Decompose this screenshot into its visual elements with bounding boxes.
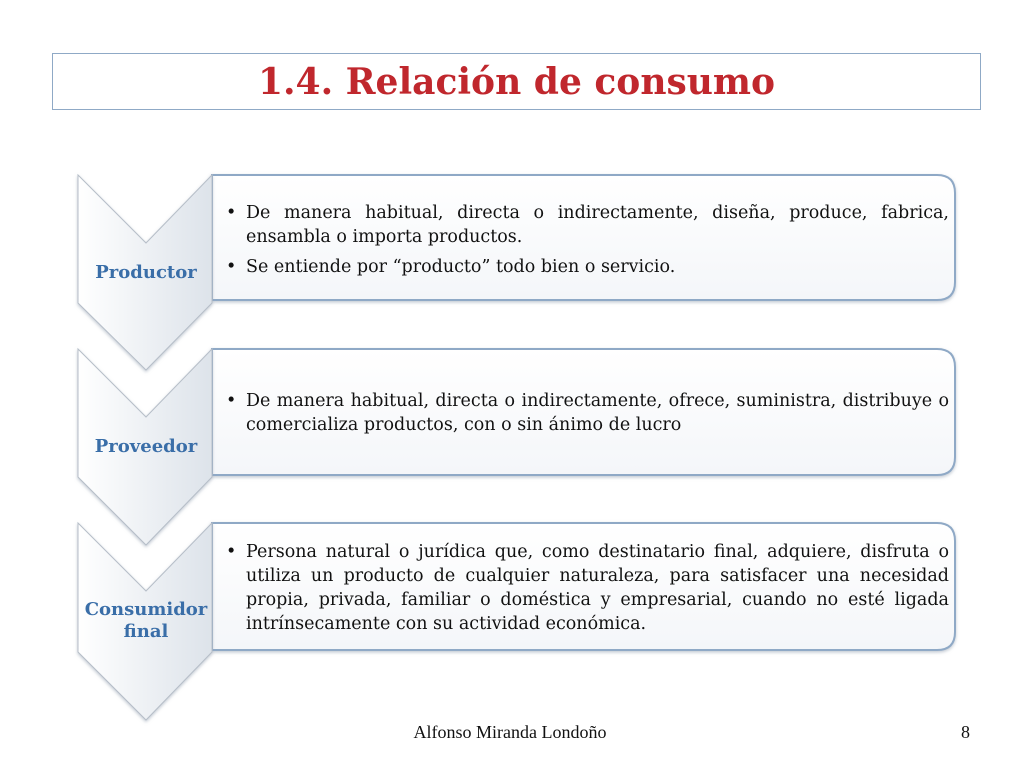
- slide-title: 1.4. Relación de consumo: [257, 60, 776, 103]
- page-number: 8: [961, 722, 970, 742]
- step-proveedor-label: Proveedor: [94, 436, 198, 457]
- bullet-item: • De manera habitual, directa o indirectamente, ofrece, suministra, distribuye o comercializa productos, con o sin ánimo de lucro: [222, 389, 949, 437]
- step-consumidor-final-label: Consumidor final: [84, 599, 208, 642]
- step-productor-description: [222, 201, 949, 285]
- step-productor-label: Productor: [95, 262, 197, 283]
- bullet-item: • Se entiende por “producto” todo bien o servicio.: [222, 255, 949, 279]
- bullet-item: • Persona natural o jurídica que, como destinatario final, adquiere, disfruta o utiliza un producto de cualquier naturaleza, para satisfacer una necesidad propia, privada, familiar o doméstica y empresarial, cuando no esté ligada intrínsecamente con su actividad económica.: [222, 540, 949, 636]
- bullet-item: • De manera habitual, directa o indirectamente, diseña, produce, fabrica, ensambla o importa productos.: [222, 201, 949, 249]
- step-consumidor-final-description: [222, 540, 949, 642]
- step-proveedor-description: [222, 389, 949, 443]
- footer-author: Alfonso Miranda Londoño: [413, 722, 607, 742]
